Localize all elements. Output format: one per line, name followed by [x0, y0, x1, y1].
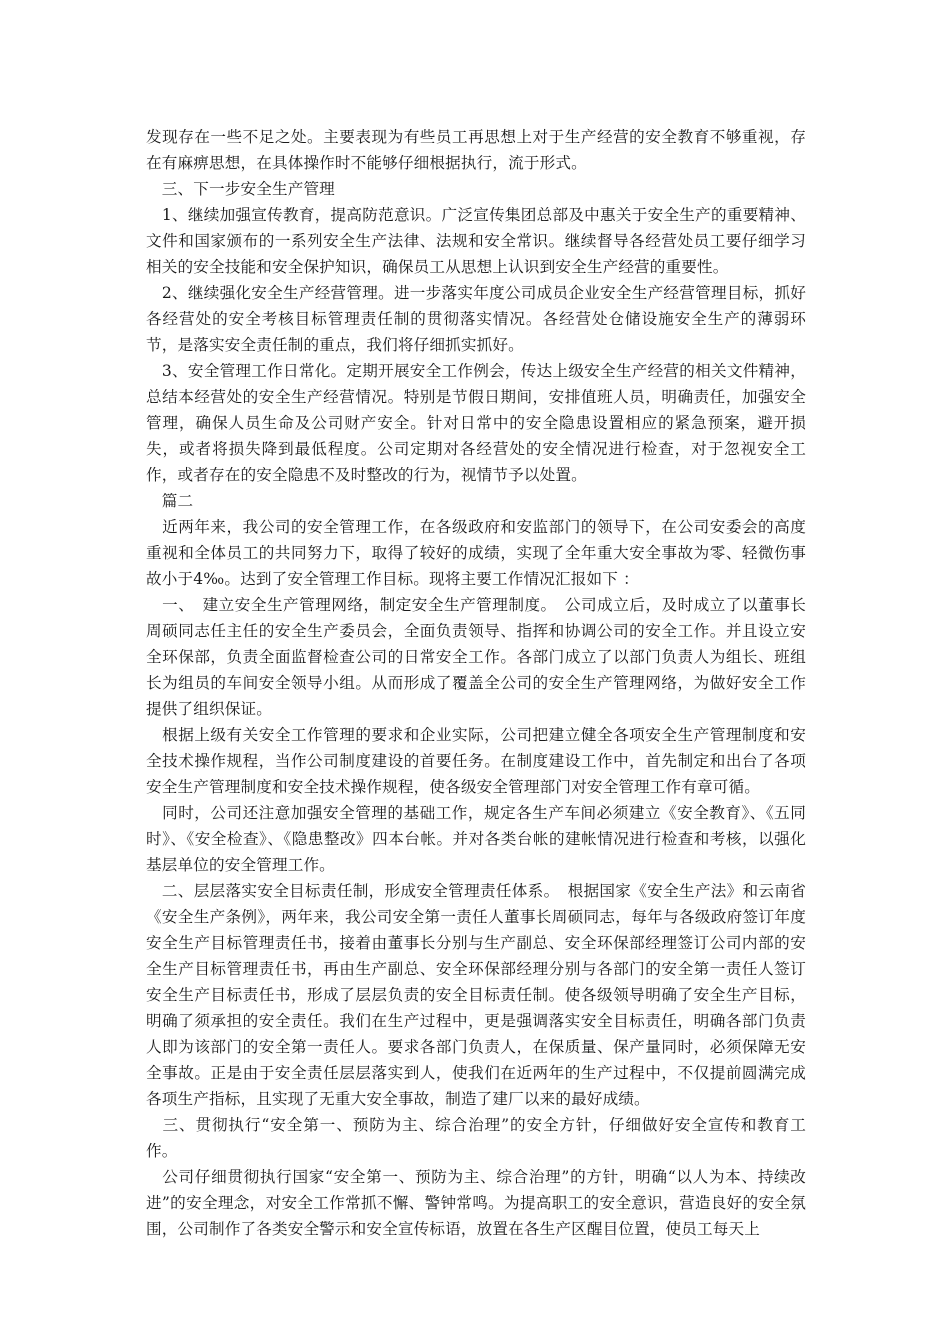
- paragraph-section-three: 公司仔细贯彻执行国家“安全第一、预防为主、综合治理”的方针，明确“以人为本、持续改进”的安全理念，对安全工作常抓不懈、警钟常鸣。为提高职工的安全意识，营造良好的安全氛围，公司制作了各类安全警示和安全宣传标语，放置在各生产区醒目位置，使员工每天上: [146, 1168, 806, 1238]
- section-heading-three: 三、贯彻执行“安全第一、预防为主、综合治理”的安全方针，仔细做好安全宣传和教育工作。: [146, 1116, 806, 1160]
- paragraph-item-1: 1、继续加强宣传教育，提高防范意识。广泛宣传集团总部及中惠关于安全生产的重要精神、文件和国家颁布的一系列安全生产法律、法规和安全常识。继续督导各经营处员工要仔细学习相关的安全技能和安全保护知识，确保员工从思想上认识到安全生产经营的重要性。: [146, 206, 806, 276]
- paragraph-item-2: 2、继续强化安全生产经营管理。进一步落实年度公司成员企业安全生产经营管理目标，抓好各经营处的安全考核目标管理责任制的贯彻落实情况。各经营处仓储设施安全生产的薄弱环节，是落实安全责任制的重点，我们将仔细抓实抓好。: [146, 284, 806, 354]
- section-heading-next-steps: 三、下一步安全生产管理: [146, 180, 335, 198]
- document-body: [146, 124, 806, 1242]
- paragraph-intro: 近两年来，我公司的安全管理工作，在各级政府和安监部门的领导下，在公司安委会的高度重视和全体员工的共同努力下，取得了较好的成绩，实现了全年重大安全事故为零、轻微伤事故小于4‰。达到了安全管理工作目标。现将主要工作情况汇报如下 ：: [146, 518, 806, 588]
- paragraph-item-3: 3、安全管理工作日常化。定期开展安全工作例会，传达上级安全生产经营的相关文件精神，总结本经营处的安全生产经营情况。特别是节假日期间，安排值班人员，明确责任，加强安全管理，确保人员生命及公司财产安全。针对日常中的安全隐患设置相应的紧急预案，避开损失，或者将损失降到最低程度。公司定期对各经营处的安全情况进行检查，对于忽视安全工作，或者存在的安全隐患不及时整改的行为，视情节予以处置。: [146, 362, 806, 484]
- paragraph-1: 发现存在一些不足之处。主要表现为有些员工再思想上对于生产经营的安全教育不够重视，存在有麻痹思想，在具体操作时不能够仔细根据执行，流于形式。: [146, 128, 806, 172]
- paragraph-section-one: 一、 建立安全生产管理网络，制定安全生产管理制度。 公司成立后，及时成立了以董事长周硕同志任主任的安全生产委员会，全面负责领导、指挥和协调公司的安全工作。并且设立安全环保部，负责全面监督检查公司的日常安全工作。各部门成立了以部门负责人为组长、班组长为组员的车间安全领导小组。从而形成了覆盖全公司的安全生产管理网络，为做好安全工作提供了组织保证。: [146, 596, 806, 718]
- paragraph-section-two: 二、层层落实安全目标责任制，形成安全管理责任体系。 根据国家《安全生产法》和云南省《安全生产条例》，两年来，我公司安全第一责任人董事长周硕同志，每年与各级政府签订年度安全生产目标管理责任书，接着由董事长分别与生产副总、安全环保部经理签订公司内部的安全生产目标管理责任书，再由生产副总、安全环保部经理分别与各部门的安全第一责任人签订安全生产目标责任书，形成了层层负责的安全目标责任制。使各级领导明确了安全生产目标，明确了须承担的安全责任。我们在生产过程中，更是强调落实安全目标责任，明确各部门负责人即为该部门的安全第一责任人。要求各部门负责人，在保质量、保产量同时，必须保障无安全事故。正是由于安全责任层层落实到人，使我们在近两年的生产过程中，不仅提前圆满完成各项生产指标，且实现了无重大安全事故，制造了建厂以来的最好成绩。: [146, 882, 806, 1108]
- paragraph-rules: 根据上级有关安全工作管理的要求和企业实际，公司把建立健全各项安全生产管理制度和安全技术操作规程，当作公司制度建设的首要任务。在制度建设工作中，首先制定和出台了各项安全生产管理制度和安全技术操作规程，使各级安全管理部门对安全管理工作有章可循。: [146, 726, 806, 796]
- paragraph-ledgers: 同时，公司还注意加强安全管理的基础工作，规定各生产车间必须建立《安全教育》、《五同时》、《安全检查》、《隐患整改》四本台帐。并对各类台帐的建帐情况进行检查和考核，以强化基层单位的安全管理工作。: [146, 804, 806, 874]
- section-heading-part-two: 篇二: [146, 492, 194, 510]
